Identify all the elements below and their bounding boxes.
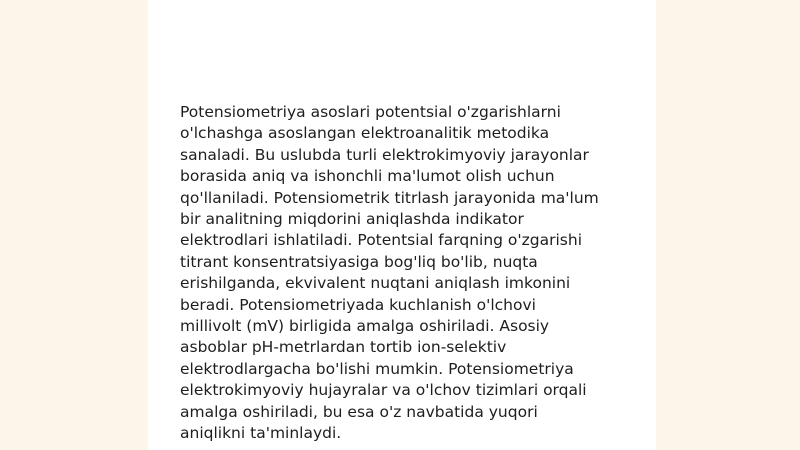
body-paragraph: Potensiometriya asoslari potentsial o'zgarishlarni o'lchashga asoslangan elektroanalitik metodika sanaladi. Bu uslubda turli elektrokimyoviy jarayonlar borasida aniq va ishonchli ma'lumot olish uchun qo'llaniladi. Potensiometrik titrlash jarayonida ma'lum bir analitning miqdorini aniqlashda indikator elektrodlari ishlatiladi. Potentsial farqning o'zgarishi titrant konsentratsiyasiga bog'liq bo'lib, nuqta erishilganda, ekvivalent nuqtani aniqlash imkonini beradi. Potensiometriyada kuchlanish o'lchovi millivolt (mV) birligida amalga oshiriladi. Asosiy asboblar pH-metrlardan tortib ion-selektiv elektrodlargacha bo'lishi mumkin. Potensiometriya elektrokimyoviy hujayralar va o'lchov tizimlari orqali amalga oshiriladi, bu esa o'z navbatida yuqori aniqlikni ta'minlaydi.	[180, 103, 599, 443]
document-page	[148, 0, 656, 450]
